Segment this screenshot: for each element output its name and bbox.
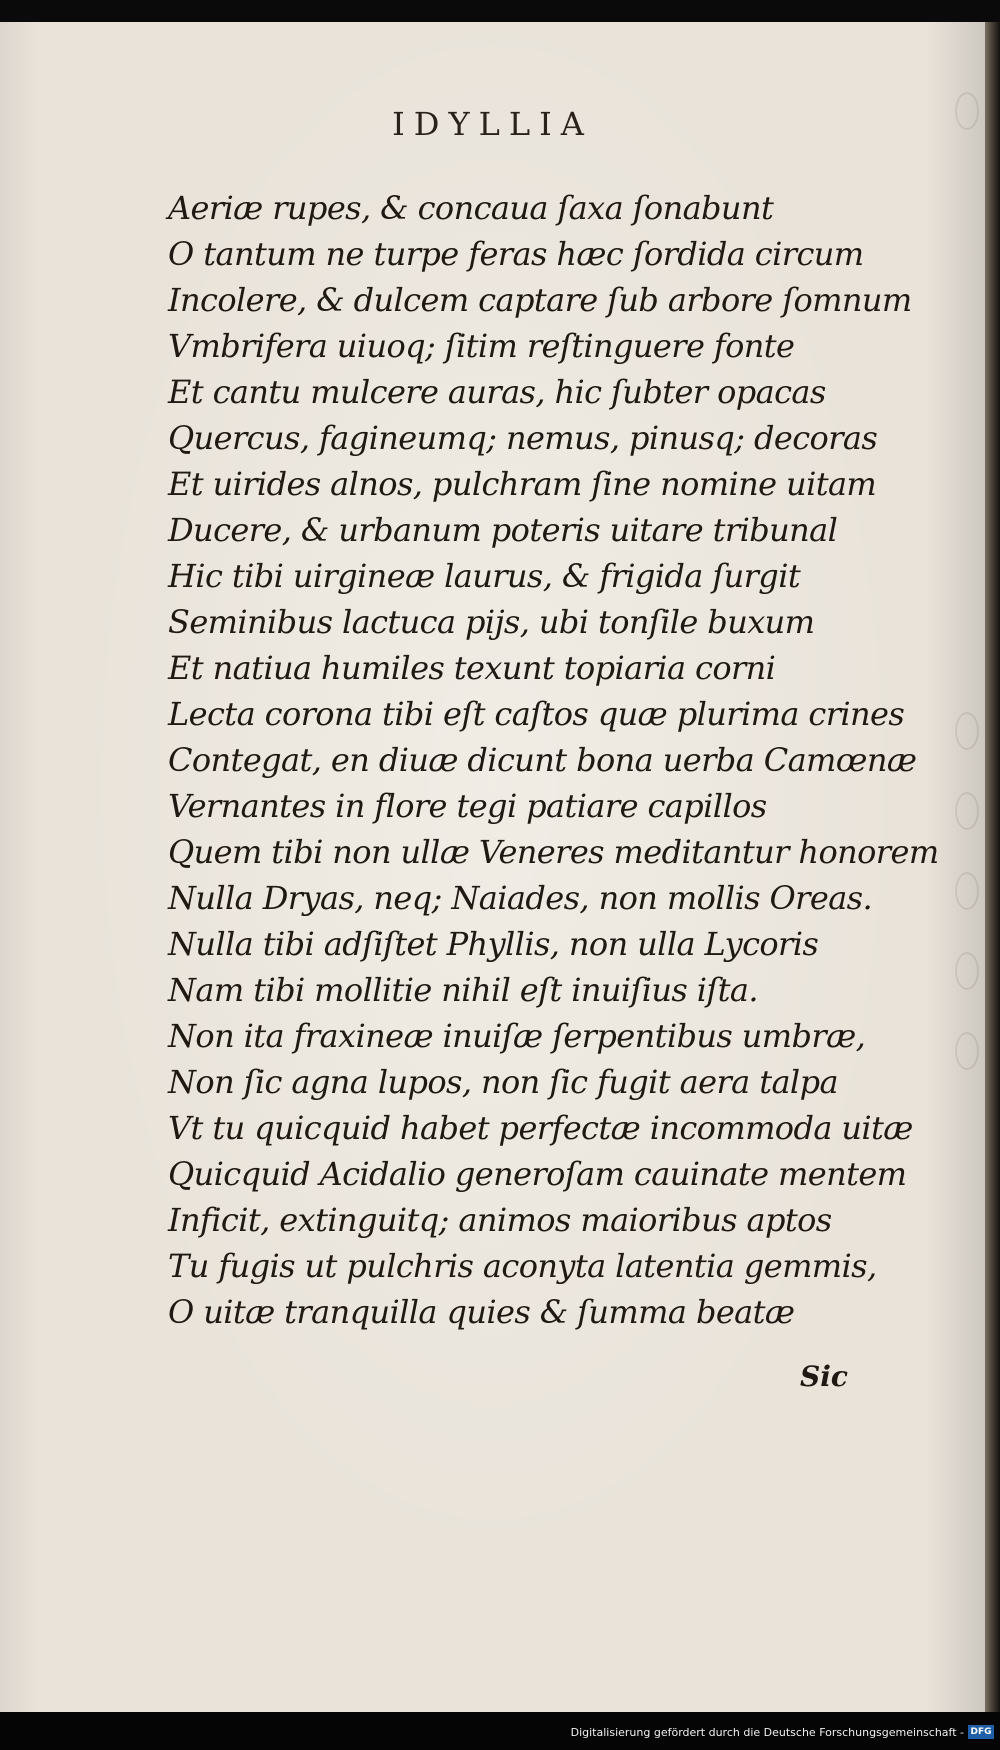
dfg-logo: DFG <box>968 1725 994 1739</box>
verse-line: Incolere, & dulcem captare ſub arbore ſomnum <box>168 281 912 319</box>
verse-line: O uitæ tranquilla quies & ſumma beatæ <box>168 1293 795 1331</box>
funding-credit: Digitalisierung gefördert durch die Deutsche Forschungsgemeinschaft - <box>570 1726 964 1739</box>
verse-line: Nam tibi mollitie nihil eſt inuiſius iſta. <box>168 971 758 1009</box>
verse-line: Inficit, extinguitq; animos maioribus aptos <box>168 1201 832 1239</box>
verse-line: Nulla Dryas, neq; Naiades, non mollis Oreas. <box>168 879 873 917</box>
verse-line: Tu fugis ut pulchris aconyta latentia gemmis, <box>168 1247 877 1285</box>
verse-line: Et natiua humiles texunt topiaria corni <box>168 649 776 687</box>
verse-line: Aeriæ rupes, & concaua ſaxa ſonabunt <box>168 189 774 227</box>
verse-list <box>168 185 968 1335</box>
verse-line: Vt tu quicquid habet perfectæ incommoda uitæ <box>168 1109 913 1147</box>
verse-line: Non ita fraxineæ inuiſæ ſerpentibus umbræ, <box>168 1017 866 1055</box>
verse-line: Quercus, fagineumq; nemus, pinusq; decoras <box>168 419 878 457</box>
verse-line: Vmbrifera uiuoq; ſitim reſtinguere fonte <box>168 327 795 365</box>
verse-line: Contegat, en diuæ dicunt bona uerba Camœnæ <box>168 741 917 779</box>
verse-line: Quicquid Acidalio generoſam cauinate mentem <box>168 1155 907 1193</box>
verse-line: Et uirides alnos, pulchram ſine nomine uitam <box>168 465 877 503</box>
verse-line: Hic tibi uirgineæ laurus, & frigida ſurgit <box>168 557 801 595</box>
verse-line: Nulla tibi adſiſtet Phyllis, non ulla Lycoris <box>168 925 819 963</box>
verse-line: Non ſic agna lupos, non ſic fugit aera talpa <box>168 1063 838 1101</box>
verse-line: O tantum ne turpe feras hæc ſordida circum <box>168 235 864 273</box>
verse-line: Quem tibi non ullæ Veneres meditantur honorem <box>168 833 939 871</box>
running-head: IDYLLIA <box>392 105 593 143</box>
digitization-footer <box>0 1712 1000 1750</box>
verse-line: Lecta corona tibi eſt caſtos quæ plurima crines <box>168 695 905 733</box>
catchword: Sic <box>800 1360 848 1393</box>
verse-line: Et cantu mulcere auras, hic ſubter opacas <box>168 373 826 411</box>
verse-line: Vernantes in flore tegi patiare capillos <box>168 787 767 825</box>
verse-line: Seminibus lactuca pijs, ubi tonſile buxum <box>168 603 815 641</box>
page-edge-shadow <box>985 22 1000 1712</box>
verse-line: Ducere, & urbanum poteris uitare tribunal <box>168 511 838 549</box>
